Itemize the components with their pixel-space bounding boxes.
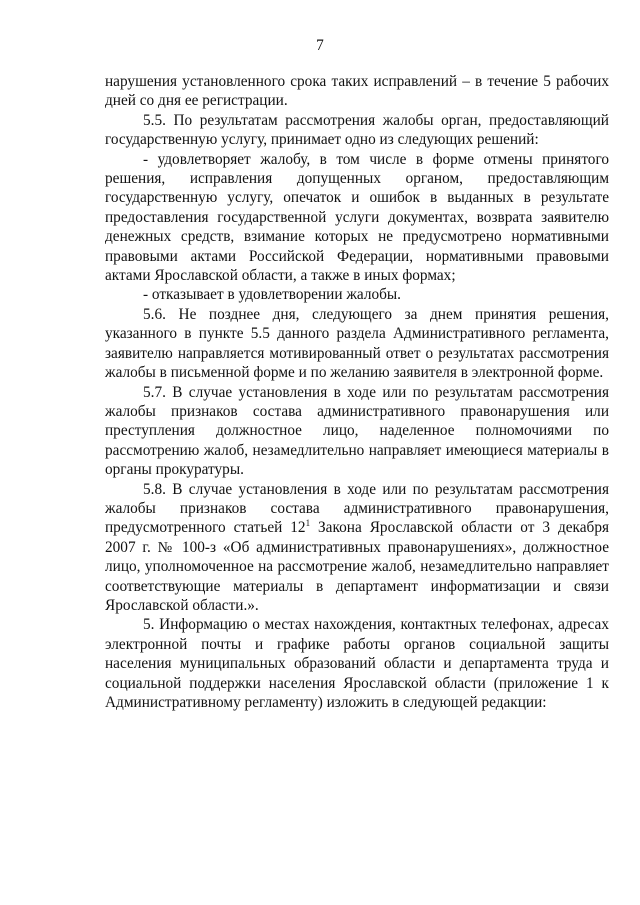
list-item-refuse-complaint: - отказывает в удовлетворении жалобы.: [143, 286, 402, 304]
article-superscript: 1: [305, 518, 311, 529]
paragraph-5-8-part-2: Закона Ярославской области от 3 декабря 2007 г. № 100-з «Об административных правонарушениях», должностное лицо, уполномоченное на рассмотрение жалоб, незамедлительно направляет соответствующие материалы в департамент информатизации и связи Ярославской области.».: [105, 519, 609, 614]
paragraph-5-8: [105, 480, 609, 616]
paragraph-5-7: 5.7. В случае установления в ходе или по результатам рассмотрения жалобы признаков состава административного правонарушения или преступления должностное лицо, наделенное полномочиями по рассмотрению жалоб, незамедлительно направляет имеющиеся материалы в органы прокуратуры.: [105, 383, 609, 479]
paragraph-5-6: 5.6. Не позднее дня, следующего за днем принятия решения, указанного в пункте 5.5 данного раздела Административного регламента, заявителю направляется мотивированный ответ о результатах рассмотрения жалобы в письменной форме и по желанию заявителя в электронной форме.: [105, 305, 609, 382]
paragraph-5-5: 5.5. По результатам рассмотрения жалобы орган, предоставляющий государственную услугу, принимает одно из следующих решений:: [105, 111, 609, 149]
document-body: [105, 72, 609, 712]
paragraph-item-5: 5. Информацию о местах нахождения, контактных телефонах, адресах электронной почты и графике работы органов социальной защиты населения муниципальных образований области и департамента труда и социальной поддержки населения Ярославской области (приложение 1 к Административному регламенту) изложить в следующей редакции:: [105, 616, 609, 711]
list-item-satisfy-complaint: - удовлетворяет жалобу, в том числе в форме отмены принятого решения, исправления допущенных органом, предоставляющим государственную услугу, опечаток и ошибок в выданных в результате предоставления государственной услуги документах, возврата заявителю денежных средств, взимание которых не предусмотрено нормативными правовыми актами Российской Федерации, нормативными правовыми актами Ярославской области, а также в иных формах;: [105, 150, 609, 285]
paragraph-continuation: нарушения установленного срока таких исправлений – в течение 5 рабочих дней со дня ее регистрации.: [105, 73, 609, 110]
paragraph-5-8-part-1: 5.8. В случае установления в ходе или по результатам рассмотрения жалобы признаков состава административного правонарушения, предусмотренного статьей 12: [105, 480, 609, 537]
page-number: 7: [316, 37, 324, 54]
